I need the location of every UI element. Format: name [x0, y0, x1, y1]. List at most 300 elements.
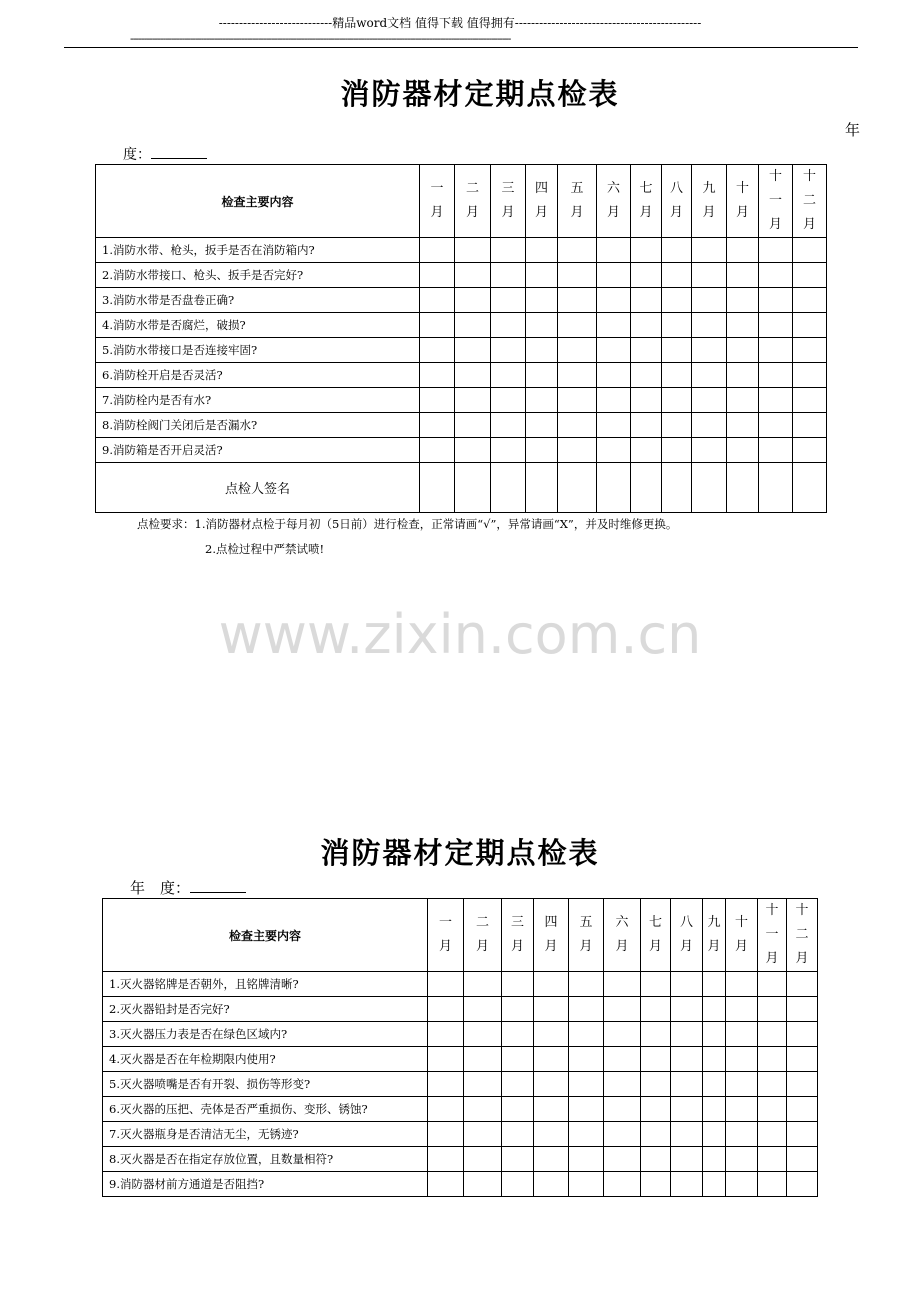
form1-check-cell[interactable]	[558, 363, 597, 388]
form2-year-blank[interactable]	[190, 880, 246, 893]
form2-check-cell[interactable]	[604, 1022, 641, 1047]
form1-check-item: 2.消防水带接口、枪头、扳手是否完好?	[96, 263, 420, 288]
form1-check-cell[interactable]	[692, 288, 727, 313]
form1-month-header	[597, 165, 631, 238]
form1-check-cell[interactable]	[692, 313, 727, 338]
form1-check-cell[interactable]	[455, 363, 491, 388]
form2-check-item: 5.灭火器喷嘴是否有开裂、损伤等形变?	[103, 1072, 428, 1097]
form1-check-cell[interactable]	[759, 263, 793, 288]
form2-check-item: 8.灭火器是否在指定存放位置，且数量相符?	[103, 1147, 428, 1172]
form1-check-cell[interactable]	[455, 263, 491, 288]
form2-check-cell[interactable]	[569, 972, 604, 997]
form2-table-row	[103, 1122, 818, 1147]
form2-check-cell[interactable]	[502, 972, 534, 997]
form2-check-cell[interactable]	[787, 1047, 818, 1072]
form1-check-cell[interactable]	[558, 438, 597, 463]
form1-year-text: 度：	[123, 147, 151, 163]
form2-check-cell[interactable]	[502, 997, 534, 1022]
form2-title: 消防器材定期点检表	[320, 836, 600, 870]
form1-check-cell[interactable]	[491, 388, 526, 413]
form1-check-cell[interactable]	[526, 288, 558, 313]
form1-check-cell[interactable]	[631, 238, 662, 263]
form1-check-cell[interactable]	[793, 388, 827, 413]
form1-check-cell[interactable]	[455, 413, 491, 438]
form2-check-cell[interactable]	[641, 1097, 671, 1122]
form2-table-row	[103, 1172, 818, 1197]
form2-check-cell[interactable]	[604, 1172, 641, 1197]
form2-check-cell[interactable]	[726, 1147, 758, 1172]
form2-check-cell[interactable]	[534, 1172, 569, 1197]
form2-check-cell[interactable]	[758, 997, 787, 1022]
form2-table-row	[103, 997, 818, 1022]
form1-table-row	[96, 263, 827, 288]
form2-check-cell[interactable]	[726, 1097, 758, 1122]
form2-check-cell[interactable]	[726, 1172, 758, 1197]
form1-month-header	[692, 165, 727, 238]
form2-check-cell[interactable]	[726, 997, 758, 1022]
form2-check-item: 4.灭火器是否在年检期限内使用?	[103, 1047, 428, 1072]
form1-month-label: 十一月	[769, 169, 783, 232]
form1-check-cell[interactable]	[662, 413, 692, 438]
form1-signature-cell[interactable]	[793, 463, 827, 513]
form1-check-cell[interactable]	[420, 313, 455, 338]
form2-check-cell[interactable]	[787, 1122, 818, 1147]
form1-check-cell[interactable]	[727, 438, 759, 463]
form1-check-cell[interactable]	[662, 263, 692, 288]
form2-check-cell[interactable]	[464, 1022, 502, 1047]
form1-month-label: 三月	[501, 181, 515, 220]
form1-check-cell[interactable]	[793, 413, 827, 438]
form1-year-blank[interactable]	[151, 146, 207, 159]
form1-month-header	[420, 165, 455, 238]
form1-signature-cell[interactable]	[597, 463, 631, 513]
form2-check-cell[interactable]	[787, 972, 818, 997]
watermark: www.zixin.com.cn	[218, 603, 702, 666]
form1-check-cell[interactable]	[597, 338, 631, 363]
form2-check-cell[interactable]	[787, 1072, 818, 1097]
form1-check-cell[interactable]	[727, 238, 759, 263]
form1-check-cell[interactable]	[759, 388, 793, 413]
form2-check-cell[interactable]	[502, 1147, 534, 1172]
form1-check-cell[interactable]	[558, 313, 597, 338]
form1-signature-cell[interactable]	[692, 463, 727, 513]
form2-check-cell[interactable]	[758, 1047, 787, 1072]
form1-check-cell[interactable]	[759, 363, 793, 388]
form2-check-cell[interactable]	[464, 1172, 502, 1197]
form1-check-cell[interactable]	[526, 238, 558, 263]
form1-signature-cell[interactable]	[491, 463, 526, 513]
form2-check-cell[interactable]	[569, 1122, 604, 1147]
form2-check-cell[interactable]	[641, 1172, 671, 1197]
form2-check-item: 6.灭火器的压把、壳体是否严重损伤、变形、锈蚀?	[103, 1097, 428, 1122]
form2-check-cell[interactable]	[464, 997, 502, 1022]
form1-check-cell[interactable]	[727, 388, 759, 413]
form1-check-item: 3.消防水带是否盘卷正确?	[96, 288, 420, 313]
form2-check-cell[interactable]	[726, 1047, 758, 1072]
form1-check-cell[interactable]	[662, 313, 692, 338]
form1-table-row	[96, 388, 827, 413]
form2-check-cell[interactable]	[428, 997, 464, 1022]
form1-month-header	[526, 165, 558, 238]
form1-check-cell[interactable]	[558, 338, 597, 363]
form1-month-header	[727, 165, 759, 238]
form1-check-cell[interactable]	[793, 263, 827, 288]
form2-check-cell[interactable]	[641, 997, 671, 1022]
form2-check-cell[interactable]	[534, 1022, 569, 1047]
form1-check-cell[interactable]	[597, 438, 631, 463]
form1-signature-cell[interactable]	[526, 463, 558, 513]
form2-check-cell[interactable]	[569, 1047, 604, 1072]
form1-month-header	[759, 165, 793, 238]
form2-check-cell[interactable]	[534, 997, 569, 1022]
form2-check-cell[interactable]	[758, 1097, 787, 1122]
form2-check-cell[interactable]	[758, 1147, 787, 1172]
form1-check-cell[interactable]	[793, 438, 827, 463]
form2-check-cell[interactable]	[726, 1072, 758, 1097]
form1-check-cell[interactable]	[727, 338, 759, 363]
form1-check-cell[interactable]	[526, 388, 558, 413]
form2-month-label: 八月	[680, 915, 694, 954]
form1-check-cell[interactable]	[558, 288, 597, 313]
form2-check-cell[interactable]	[671, 997, 703, 1022]
form1-check-cell[interactable]	[597, 288, 631, 313]
form2-check-cell[interactable]	[464, 1097, 502, 1122]
form1-check-cell[interactable]	[631, 388, 662, 413]
form2-check-cell[interactable]	[787, 1147, 818, 1172]
form2-check-cell[interactable]	[502, 1022, 534, 1047]
form2-check-cell[interactable]	[569, 1097, 604, 1122]
form1-table-row	[96, 413, 827, 438]
form1-month-header	[455, 165, 491, 238]
form2-check-cell[interactable]	[569, 997, 604, 1022]
form2-check-cell[interactable]	[671, 1047, 703, 1072]
form1-check-cell[interactable]	[420, 263, 455, 288]
form2-month-header	[758, 899, 787, 972]
form2-check-cell[interactable]	[464, 1047, 502, 1072]
form2-check-cell[interactable]	[641, 1022, 671, 1047]
form1-signature-cell[interactable]	[759, 463, 793, 513]
form1-check-cell[interactable]	[631, 338, 662, 363]
form2-check-cell[interactable]	[502, 1072, 534, 1097]
form1-check-cell[interactable]	[662, 438, 692, 463]
form1-check-cell[interactable]	[662, 338, 692, 363]
form2-check-item: 7.灭火器瓶身是否清洁无尘，无锈迹?	[103, 1122, 428, 1147]
form2-check-cell[interactable]	[428, 1072, 464, 1097]
form2-check-cell[interactable]	[671, 1172, 703, 1197]
form2-check-cell[interactable]	[671, 1122, 703, 1147]
form1-check-cell[interactable]	[491, 363, 526, 388]
form2-table-row	[103, 1047, 818, 1072]
form1-check-cell[interactable]	[597, 388, 631, 413]
form1-check-cell[interactable]	[727, 363, 759, 388]
form1-check-cell[interactable]	[455, 238, 491, 263]
form1-check-cell[interactable]	[597, 313, 631, 338]
page-header-dashes: --------------------------------------------------------------------------------------------------------------------------------------------	[130, 32, 511, 45]
form2-check-cell[interactable]	[428, 1047, 464, 1072]
form2-check-cell[interactable]	[428, 1147, 464, 1172]
form2-check-cell[interactable]	[787, 997, 818, 1022]
form1-title: 消防器材定期点检表	[340, 77, 620, 111]
form2-check-cell[interactable]	[671, 1147, 703, 1172]
form1-check-cell[interactable]	[420, 438, 455, 463]
form2-table-row	[103, 1147, 818, 1172]
form2-check-cell[interactable]	[758, 972, 787, 997]
form1-signature-cell[interactable]	[631, 463, 662, 513]
form2-check-cell[interactable]	[703, 997, 726, 1022]
form1-check-cell[interactable]	[759, 288, 793, 313]
form1-check-cell[interactable]	[526, 263, 558, 288]
form2-check-cell[interactable]	[604, 997, 641, 1022]
form1-signature-cell[interactable]	[558, 463, 597, 513]
form2-check-cell[interactable]	[726, 1122, 758, 1147]
form2-check-cell[interactable]	[464, 972, 502, 997]
form2-check-cell[interactable]	[428, 1122, 464, 1147]
form2-check-cell[interactable]	[641, 1047, 671, 1072]
form1-check-cell[interactable]	[420, 413, 455, 438]
form2-check-cell[interactable]	[671, 1072, 703, 1097]
form1-table-row	[96, 363, 827, 388]
form2-month-header	[604, 899, 641, 972]
form1-check-cell[interactable]	[455, 438, 491, 463]
form1-check-cell[interactable]	[631, 363, 662, 388]
form2-checklist-table	[102, 898, 818, 1197]
form1-year-char: 年	[845, 121, 861, 139]
form2-check-cell[interactable]	[758, 1172, 787, 1197]
form2-check-cell[interactable]	[428, 972, 464, 997]
form1-table-row	[96, 338, 827, 363]
form1-check-cell[interactable]	[597, 238, 631, 263]
form2-check-cell[interactable]	[428, 1022, 464, 1047]
form2-check-cell[interactable]	[671, 1022, 703, 1047]
form1-check-item: 4.消防水带是否腐烂，破损?	[96, 313, 420, 338]
form1-month-label: 七月	[639, 181, 653, 220]
form1-check-cell[interactable]	[631, 438, 662, 463]
form1-check-cell[interactable]	[759, 438, 793, 463]
form2-check-cell[interactable]	[569, 1072, 604, 1097]
form2-check-cell[interactable]	[758, 1072, 787, 1097]
form1-check-cell[interactable]	[491, 413, 526, 438]
form2-check-cell[interactable]	[726, 1022, 758, 1047]
form2-month-header	[464, 899, 502, 972]
form2-check-cell[interactable]	[641, 972, 671, 997]
form2-month-header	[502, 899, 534, 972]
form1-month-label: 十二月	[803, 169, 817, 232]
form1-check-cell[interactable]	[420, 238, 455, 263]
form2-month-label: 九月	[707, 915, 721, 954]
form2-check-cell[interactable]	[534, 1072, 569, 1097]
form2-check-cell[interactable]	[534, 1122, 569, 1147]
form2-check-cell[interactable]	[703, 1047, 726, 1072]
form1-check-cell[interactable]	[491, 263, 526, 288]
form2-month-label: 十月	[735, 915, 749, 954]
form2-check-cell[interactable]	[604, 1122, 641, 1147]
form2-check-cell[interactable]	[604, 1147, 641, 1172]
form2-check-cell[interactable]	[703, 1097, 726, 1122]
form1-signature-cell[interactable]	[420, 463, 455, 513]
form1-month-header	[558, 165, 597, 238]
form1-check-cell[interactable]	[420, 288, 455, 313]
form1-check-cell[interactable]	[491, 288, 526, 313]
form1-check-cell[interactable]	[526, 313, 558, 338]
form2-content-header: 检查主要内容	[103, 899, 428, 972]
form2-check-cell[interactable]	[464, 1122, 502, 1147]
form2-check-cell[interactable]	[671, 1097, 703, 1122]
form1-check-cell[interactable]	[420, 338, 455, 363]
form2-check-cell[interactable]	[534, 1047, 569, 1072]
form2-month-label: 一月	[439, 915, 453, 954]
form1-month-header	[793, 165, 827, 238]
form1-check-cell[interactable]	[597, 413, 631, 438]
form1-month-header	[491, 165, 526, 238]
form2-check-cell[interactable]	[428, 1172, 464, 1197]
form1-check-cell[interactable]	[759, 413, 793, 438]
form1-check-cell[interactable]	[558, 413, 597, 438]
form1-check-cell[interactable]	[631, 313, 662, 338]
form2-month-header	[569, 899, 604, 972]
form2-check-cell[interactable]	[534, 1147, 569, 1172]
form1-check-cell[interactable]	[455, 338, 491, 363]
form2-table-row	[103, 972, 818, 997]
form1-check-cell[interactable]	[526, 438, 558, 463]
form1-check-cell[interactable]	[759, 238, 793, 263]
form1-check-cell[interactable]	[793, 363, 827, 388]
form1-check-cell[interactable]	[558, 388, 597, 413]
form2-check-cell[interactable]	[703, 1122, 726, 1147]
form1-check-cell[interactable]	[558, 238, 597, 263]
form2-check-cell[interactable]	[502, 1122, 534, 1147]
form1-check-cell[interactable]	[491, 438, 526, 463]
form1-check-cell[interactable]	[455, 313, 491, 338]
form2-month-header	[671, 899, 703, 972]
form2-check-cell[interactable]	[703, 1022, 726, 1047]
form1-table-row	[96, 438, 827, 463]
form1-check-cell[interactable]	[662, 288, 692, 313]
form1-check-cell[interactable]	[692, 388, 727, 413]
form2-year-text: 年 度：	[130, 879, 191, 897]
form1-check-cell[interactable]	[455, 388, 491, 413]
form2-check-cell[interactable]	[534, 972, 569, 997]
form2-table-row	[103, 1072, 818, 1097]
form2-check-cell[interactable]	[758, 1022, 787, 1047]
form2-check-cell[interactable]	[604, 972, 641, 997]
form2-check-cell[interactable]	[428, 1097, 464, 1122]
form1-check-cell[interactable]	[793, 238, 827, 263]
form1-table-row	[96, 238, 827, 263]
form2-check-cell[interactable]	[464, 1147, 502, 1172]
form2-check-cell[interactable]	[604, 1097, 641, 1122]
form1-check-cell[interactable]	[526, 413, 558, 438]
form2-month-header	[534, 899, 569, 972]
form1-check-cell[interactable]	[662, 388, 692, 413]
form2-check-cell[interactable]	[726, 972, 758, 997]
form1-check-cell[interactable]	[631, 288, 662, 313]
form1-signature-cell[interactable]	[662, 463, 692, 513]
form2-check-cell[interactable]	[604, 1072, 641, 1097]
form1-check-cell[interactable]	[491, 313, 526, 338]
form2-check-cell[interactable]	[502, 1172, 534, 1197]
form2-month-header	[726, 899, 758, 972]
form1-check-cell[interactable]	[420, 388, 455, 413]
form2-check-item: 9.消防器材前方通道是否阻挡?	[103, 1172, 428, 1197]
form1-check-cell[interactable]	[692, 438, 727, 463]
page-header-banner: ----------------------------精品word文档 值得下载 值得拥有----------------------------------------------	[218, 16, 702, 30]
form1-check-cell[interactable]	[759, 313, 793, 338]
form2-check-cell[interactable]	[703, 1147, 726, 1172]
form2-check-cell[interactable]	[641, 1147, 671, 1172]
form1-check-cell[interactable]	[727, 413, 759, 438]
form2-check-cell[interactable]	[787, 1097, 818, 1122]
form2-check-cell[interactable]	[502, 1097, 534, 1122]
form2-check-cell[interactable]	[569, 1147, 604, 1172]
form1-check-cell[interactable]	[692, 363, 727, 388]
form2-check-cell[interactable]	[787, 1172, 818, 1197]
form2-check-cell[interactable]	[464, 1072, 502, 1097]
form1-check-cell[interactable]	[692, 413, 727, 438]
form1-check-cell[interactable]	[692, 338, 727, 363]
form1-check-cell[interactable]	[526, 363, 558, 388]
form1-check-cell[interactable]	[558, 263, 597, 288]
form1-check-cell[interactable]	[662, 363, 692, 388]
form2-check-cell[interactable]	[569, 1022, 604, 1047]
form1-check-item: 6.消防栓开启是否灵活?	[96, 363, 420, 388]
form1-check-cell[interactable]	[692, 238, 727, 263]
form1-check-cell[interactable]	[759, 338, 793, 363]
form1-signature-label: 点检人签名	[96, 463, 420, 513]
form1-check-cell[interactable]	[491, 338, 526, 363]
form1-check-item: 7.消防栓内是否有水?	[96, 388, 420, 413]
form1-check-cell[interactable]	[793, 338, 827, 363]
form2-month-header	[787, 899, 818, 972]
form2-check-cell[interactable]	[703, 1072, 726, 1097]
form2-check-cell[interactable]	[604, 1047, 641, 1072]
form1-check-cell[interactable]	[727, 313, 759, 338]
form1-check-cell[interactable]	[631, 413, 662, 438]
form1-check-cell[interactable]	[420, 363, 455, 388]
form1-check-cell[interactable]	[631, 263, 662, 288]
form1-check-cell[interactable]	[491, 238, 526, 263]
form1-signature-cell[interactable]	[455, 463, 491, 513]
form1-check-cell[interactable]	[692, 263, 727, 288]
form1-check-cell[interactable]	[662, 238, 692, 263]
form2-check-cell[interactable]	[787, 1022, 818, 1047]
form1-check-cell[interactable]	[727, 288, 759, 313]
form2-month-label: 七月	[649, 915, 663, 954]
form1-check-cell[interactable]	[597, 263, 631, 288]
form2-check-cell[interactable]	[703, 1172, 726, 1197]
form2-check-cell[interactable]	[703, 972, 726, 997]
form2-check-cell[interactable]	[502, 1047, 534, 1072]
form2-check-cell[interactable]	[758, 1122, 787, 1147]
form1-month-label: 九月	[702, 181, 716, 220]
form2-check-cell[interactable]	[641, 1072, 671, 1097]
form2-check-cell[interactable]	[534, 1097, 569, 1122]
form1-check-cell[interactable]	[793, 313, 827, 338]
form1-month-label: 二月	[466, 181, 480, 220]
form1-check-cell[interactable]	[526, 338, 558, 363]
form1-signature-cell[interactable]	[727, 463, 759, 513]
form1-check-cell[interactable]	[455, 288, 491, 313]
form2-check-cell[interactable]	[671, 972, 703, 997]
form1-check-cell[interactable]	[727, 263, 759, 288]
form2-check-cell[interactable]	[641, 1122, 671, 1147]
form1-month-label: 八月	[670, 181, 684, 220]
form1-check-cell[interactable]	[597, 363, 631, 388]
form1-check-item: 1.消防水带、枪头，扳手是否在消防箱内?	[96, 238, 420, 263]
form2-year-label	[130, 877, 246, 898]
form2-check-cell[interactable]	[569, 1172, 604, 1197]
form1-check-cell[interactable]	[793, 288, 827, 313]
form2-table-row	[103, 1022, 818, 1047]
